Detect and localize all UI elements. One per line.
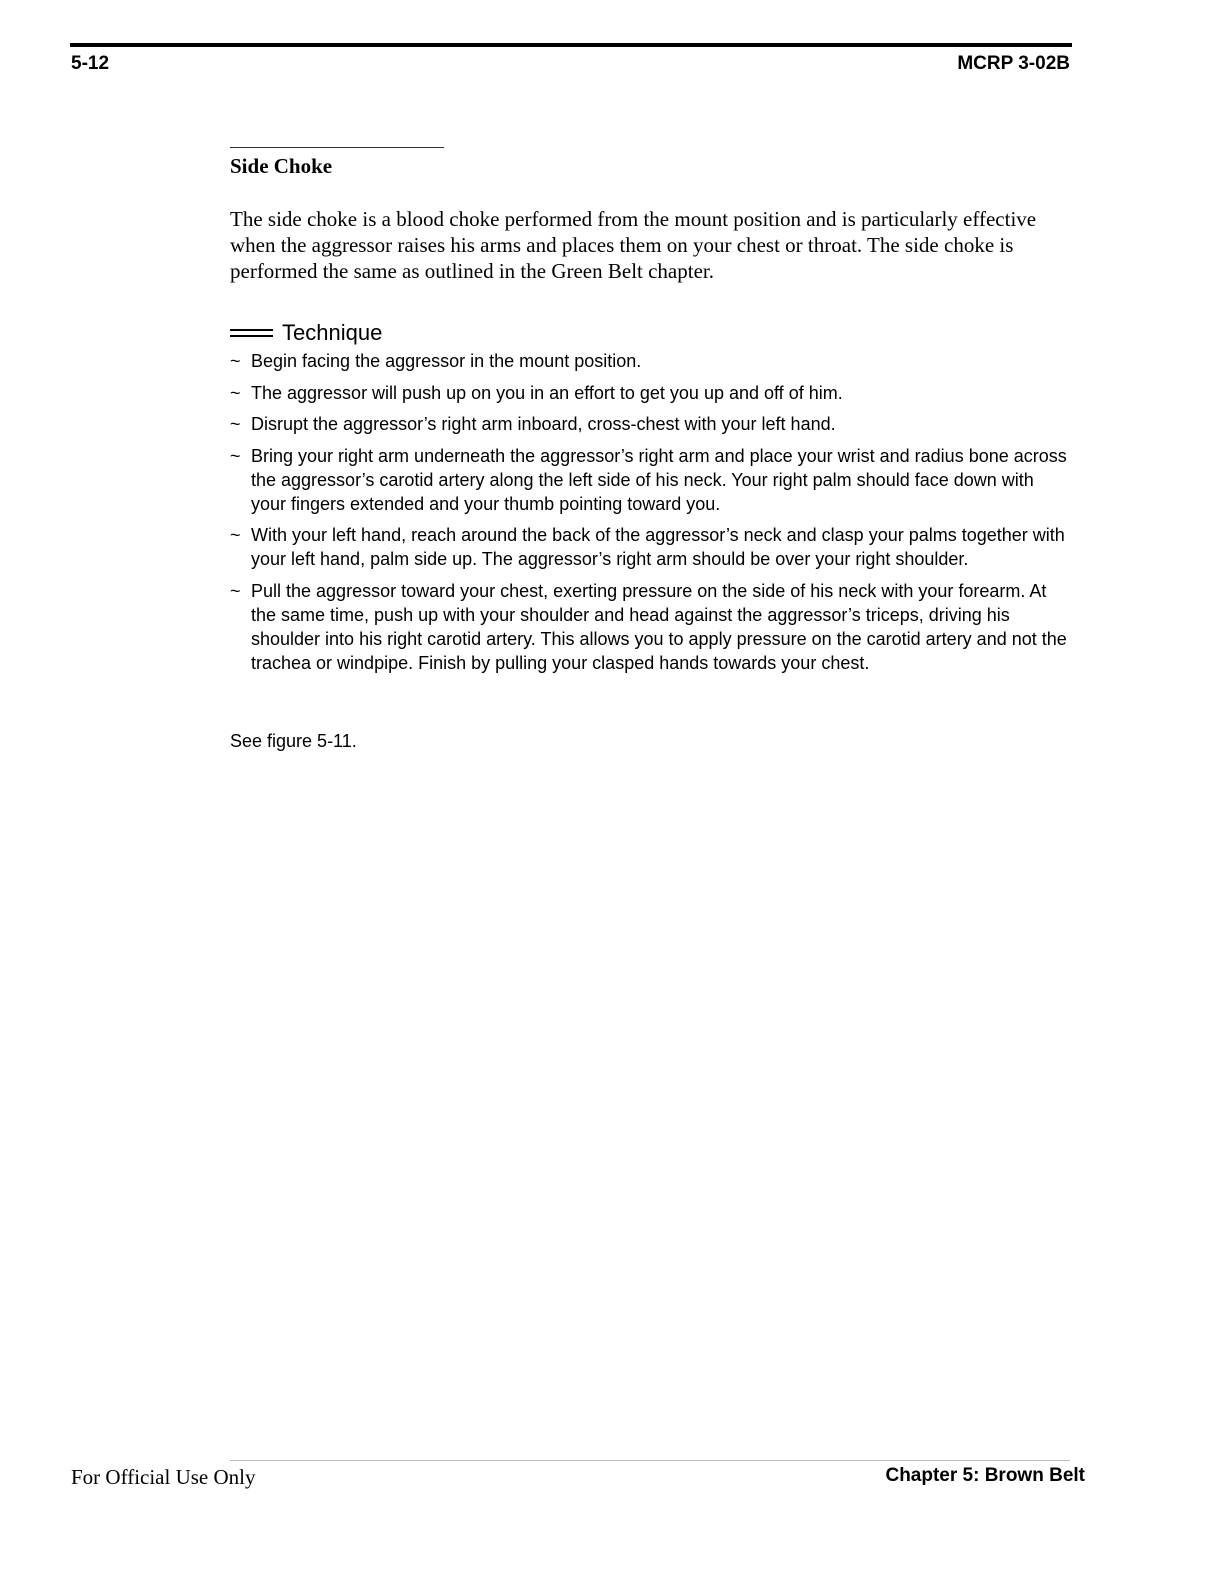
list-item: [230, 412, 1070, 436]
page-number: 5-12: [71, 53, 110, 74]
step-text: Pull the aggressor toward your chest, exerting pressure on the side of his neck with your forearm. At the same time, push up with your shoulder and head against the aggressor’s triceps, driving his shoulder into his right carotid artery. This allows you to apply pressure on the carotid artery and not the trachea or windpipe. Finish by pulling your clasped hands towards your chest.: [251, 580, 1067, 673]
step-text: Bring your right arm underneath the aggressor’s right arm and place your wrist and radius bone across the aggressor’s carotid artery along the left side of his neck. Your right palm should face down with your fingers extended and your thumb pointing toward you.: [251, 445, 1067, 514]
technique-label: Technique: [282, 320, 383, 345]
tilde-bullet: ~: [230, 580, 241, 601]
chapter-footer: Chapter 5: Brown Belt: [885, 1465, 1085, 1486]
step-text: The aggressor will push up on you in an effort to get you up and off of him.: [251, 382, 843, 403]
tilde-bullet: ~: [230, 414, 241, 434]
header-rule: [70, 43, 1072, 47]
double-line-icon: [230, 327, 273, 339]
list-item: [230, 523, 1070, 571]
technique-steps: [230, 349, 1070, 682]
list-item: [230, 444, 1070, 516]
footer-rule: [230, 1460, 1070, 1461]
list-item: [230, 579, 1070, 675]
technique-heading: [230, 320, 382, 346]
tilde-bullet: ~: [230, 445, 241, 466]
step-text: With your left hand, reach around the back of the aggressor’s neck and clasp your palms together with your left hand, palm side up. The aggressor’s right arm should be over your right shoulder.: [251, 525, 1065, 569]
document-id: MCRP 3-02B: [957, 53, 1070, 74]
tilde-bullet: ~: [230, 382, 241, 403]
list-item: [230, 381, 1070, 405]
tilde-bullet: ~: [230, 525, 241, 545]
classification-footer: For Official Use Only: [71, 1465, 256, 1489]
step-text: Begin facing the aggressor in the mount position.: [251, 351, 642, 371]
step-text: Disrupt the aggressor’s right arm inboard, cross-chest with your left hand.: [251, 414, 836, 434]
list-item: [230, 349, 1070, 373]
section-rule: [230, 147, 444, 148]
tilde-bullet: ~: [230, 351, 241, 371]
section-title: Side Choke: [230, 154, 333, 178]
figure-reference: See figure 5-11.: [230, 731, 357, 751]
intro-paragraph: The side choke is a blood choke performed from the mount position and is particularly effective when the aggressor raises his arms and places them on your chest or throat. The side choke is performed the same as outlined in the Green Belt chapter.: [230, 207, 1037, 283]
